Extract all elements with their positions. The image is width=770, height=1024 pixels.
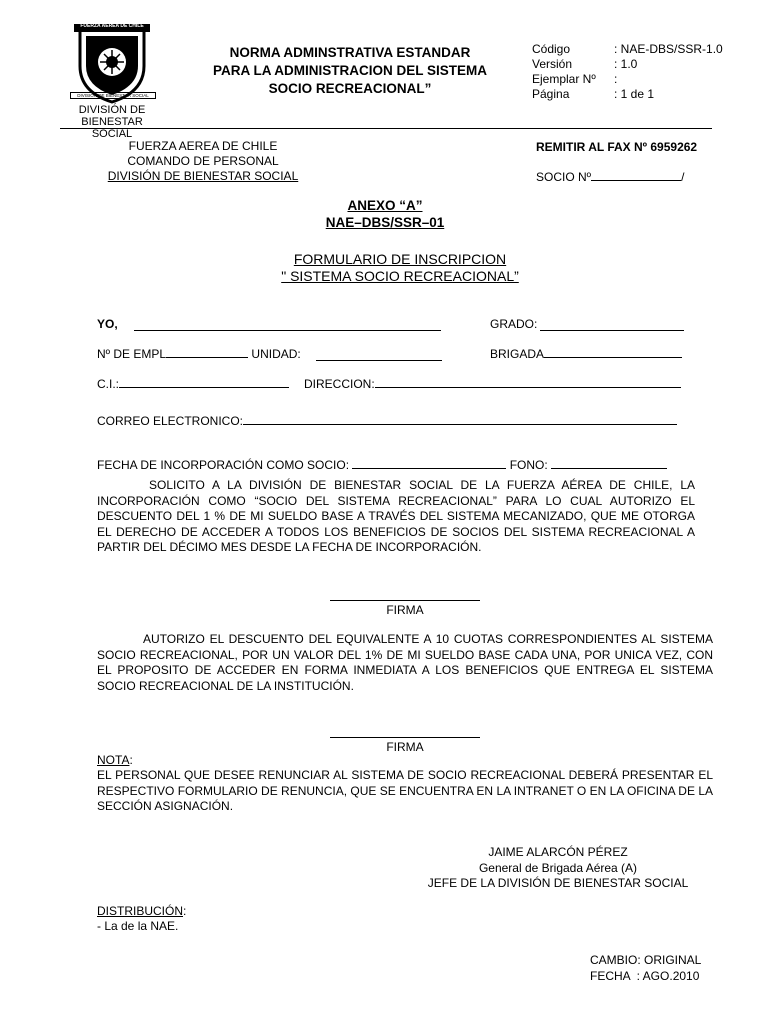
org-line-3: DIVISIÓN DE BIENESTAR SOCIAL bbox=[107, 169, 299, 183]
firma-1-label: FIRMA bbox=[386, 603, 424, 617]
unidad-input-line[interactable] bbox=[316, 346, 442, 361]
meta-ejemplar bbox=[532, 72, 617, 87]
unidad-label: UNIDAD: bbox=[251, 347, 301, 361]
brigada-input-line[interactable] bbox=[544, 357, 682, 358]
correo-field bbox=[97, 414, 677, 428]
yo-input-line[interactable] bbox=[134, 316, 441, 331]
direccion-field bbox=[304, 377, 681, 391]
footer-fecha: FECHA : AGO.2010 bbox=[590, 968, 700, 983]
ci-field bbox=[97, 377, 289, 391]
meta-key: Página bbox=[532, 87, 570, 101]
meta-value: : bbox=[614, 72, 618, 86]
distribucion-heading bbox=[97, 904, 186, 918]
header-divider bbox=[60, 128, 712, 129]
org-line-2: COMANDO DE PERSONAL bbox=[127, 154, 279, 168]
empl-input-line[interactable] bbox=[166, 357, 248, 358]
annex-title: ANEXO “A” bbox=[347, 198, 423, 213]
fecha-input-line[interactable] bbox=[352, 468, 506, 469]
firma-2-label: FIRMA bbox=[386, 740, 424, 754]
organization-block bbox=[102, 139, 304, 184]
fono-label: FONO: bbox=[509, 458, 548, 472]
logo-top-text: FUERZA AÉREA DE CHILE bbox=[80, 23, 144, 29]
socio-number-line[interactable] bbox=[591, 180, 681, 181]
distribucion-label: DISTRIBUCIÓN bbox=[97, 904, 184, 918]
fono-input-line[interactable] bbox=[551, 468, 667, 469]
socio-number-field bbox=[536, 170, 684, 184]
correo-label: CORREO ELECTRONICO: bbox=[97, 414, 244, 428]
empl-label: Nº DE EMPL bbox=[97, 347, 167, 361]
firma-1-line[interactable] bbox=[330, 600, 480, 601]
yo-label: YO, bbox=[97, 317, 118, 331]
document-title bbox=[180, 44, 520, 98]
direccion-input-line[interactable] bbox=[375, 387, 681, 388]
nota-colon: : bbox=[129, 753, 133, 767]
meta-version bbox=[532, 57, 637, 72]
autorizo-paragraph: AUTORIZO EL DESCUENTO DEL EQUIVALENTE A 10 CUOTAS CORRESPONDIENTES AL SISTEMA SOCIO RECREACIONAL, POR UN VALOR DEL 1% DE MI SUELDO BASE CADA UNA, POR UNICA VEZ, CON EL PROPOSITO DE ACCEDER EN FORMA INMEDIATA A LOS BENEFICIOS QUE ENTREGA EL SISTEMA SOCIO RECREACIONAL DE LA INSTITUCIÓN. bbox=[97, 632, 713, 693]
correo-input-line[interactable] bbox=[243, 424, 677, 425]
form-title: FORMULARIO DE INSCRIPCION bbox=[293, 251, 507, 267]
meta-key: Ejemplar Nº bbox=[532, 72, 596, 86]
firma-2-line[interactable] bbox=[330, 737, 480, 738]
ci-input-line[interactable] bbox=[119, 387, 289, 388]
meta-value: : 1.0 bbox=[614, 57, 638, 71]
org-line-1: FUERZA AEREA DE CHILE bbox=[128, 139, 278, 153]
signatory-block bbox=[400, 845, 716, 892]
fax-label: REMITIR AL FAX Nº 6959262 bbox=[536, 140, 698, 154]
fecha-field bbox=[97, 458, 667, 472]
form-subtitle: " SISTEMA SOCIO RECREACIONAL” bbox=[281, 268, 519, 284]
fecha-label: FECHA DE INCORPORACIÓN COMO SOCIO: bbox=[97, 458, 350, 472]
signatory-rank: General de Brigada Aérea (A) bbox=[478, 860, 638, 875]
footer-cambio: CAMBIO: ORIGINAL bbox=[590, 953, 702, 967]
meta-key: Versión bbox=[532, 57, 573, 71]
footer-block bbox=[590, 953, 701, 984]
meta-key: Código bbox=[532, 42, 571, 56]
socio-slash: / bbox=[681, 170, 685, 184]
distribucion-colon: : bbox=[183, 904, 187, 918]
grado-label: GRADO: bbox=[490, 317, 538, 331]
direccion-label: DIRECCION: bbox=[304, 377, 375, 391]
signatory-name: JAIME ALARCÓN PÉREZ bbox=[488, 845, 628, 859]
nota-heading bbox=[97, 753, 133, 767]
logo-band-text: DIVISION DE BIENESTAR SOCIAL bbox=[70, 92, 156, 99]
signatory-role: JEFE DE LA DIVISIÓN DE BIENESTAR SOCIAL bbox=[427, 876, 689, 890]
title-line-1: NORMA ADMINSTRATIVA ESTANDAR bbox=[229, 45, 471, 60]
logo-caption: DIVISIÓN DE BIENESTAR SOCIAL bbox=[78, 104, 146, 140]
title-line-2: PARA LA ADMINISTRACION DEL SISTEMA bbox=[212, 63, 487, 78]
annex-code: NAE–DBS/SSR–01 bbox=[325, 215, 445, 230]
empl-field bbox=[97, 347, 301, 361]
meta-value: : 1 de 1 bbox=[614, 87, 655, 101]
nota-text: EL PERSONAL QUE DESEE RENUNCIAR AL SISTEMA DE SOCIO RECREACIONAL DEBERÁ PRESENTAR EL RESPECTIVO FORMULARIO DE RENUNCIA, QUE SE ENCUENTRA EN LA INTRANET O EN LA OFICINA DE LA SECCIÓN ASIGNACIÓN. bbox=[97, 768, 713, 813]
distribucion-item: - La de la NAE. bbox=[97, 919, 179, 933]
brigada-field bbox=[490, 347, 682, 361]
nota-label: NOTA bbox=[97, 753, 130, 767]
ci-label: C.I.: bbox=[97, 377, 120, 391]
socio-label: SOCIO Nº bbox=[536, 170, 592, 184]
meta-pagina bbox=[532, 87, 654, 102]
title-line-3: SOCIO RECREACIONAL” bbox=[268, 81, 432, 96]
meta-codigo bbox=[532, 42, 723, 57]
meta-value: : NAE-DBS/SSR-1.0 bbox=[614, 42, 723, 56]
solicitud-paragraph: SOLICITO A LA DIVISIÓN DE BIENESTAR SOCIAL DE LA FUERZA AÉREA DE CHILE, LA INCORPORACIÓN COMO “SOCIO DEL SISTEMA RECREACIONAL” PARA LO CUAL AUTORIZO EL DESCUENTO DEL 1 % DE MI SUELDO BASE A TRAVÉS DEL SISTEMA MECANIZADO, QUE ME OTORGA EL DERECHO DE ACCEDER A TODOS LOS BENEFICIOS DE SOCIOS DEL SISTEMA RECREACIONAL A PARTIR DEL DÉCIMO MES DESDE LA FECHA DE INCORPORACIÓN. bbox=[97, 478, 695, 554]
grado-input-line[interactable] bbox=[540, 316, 684, 331]
brigada-label: BRIGADA bbox=[490, 347, 545, 361]
